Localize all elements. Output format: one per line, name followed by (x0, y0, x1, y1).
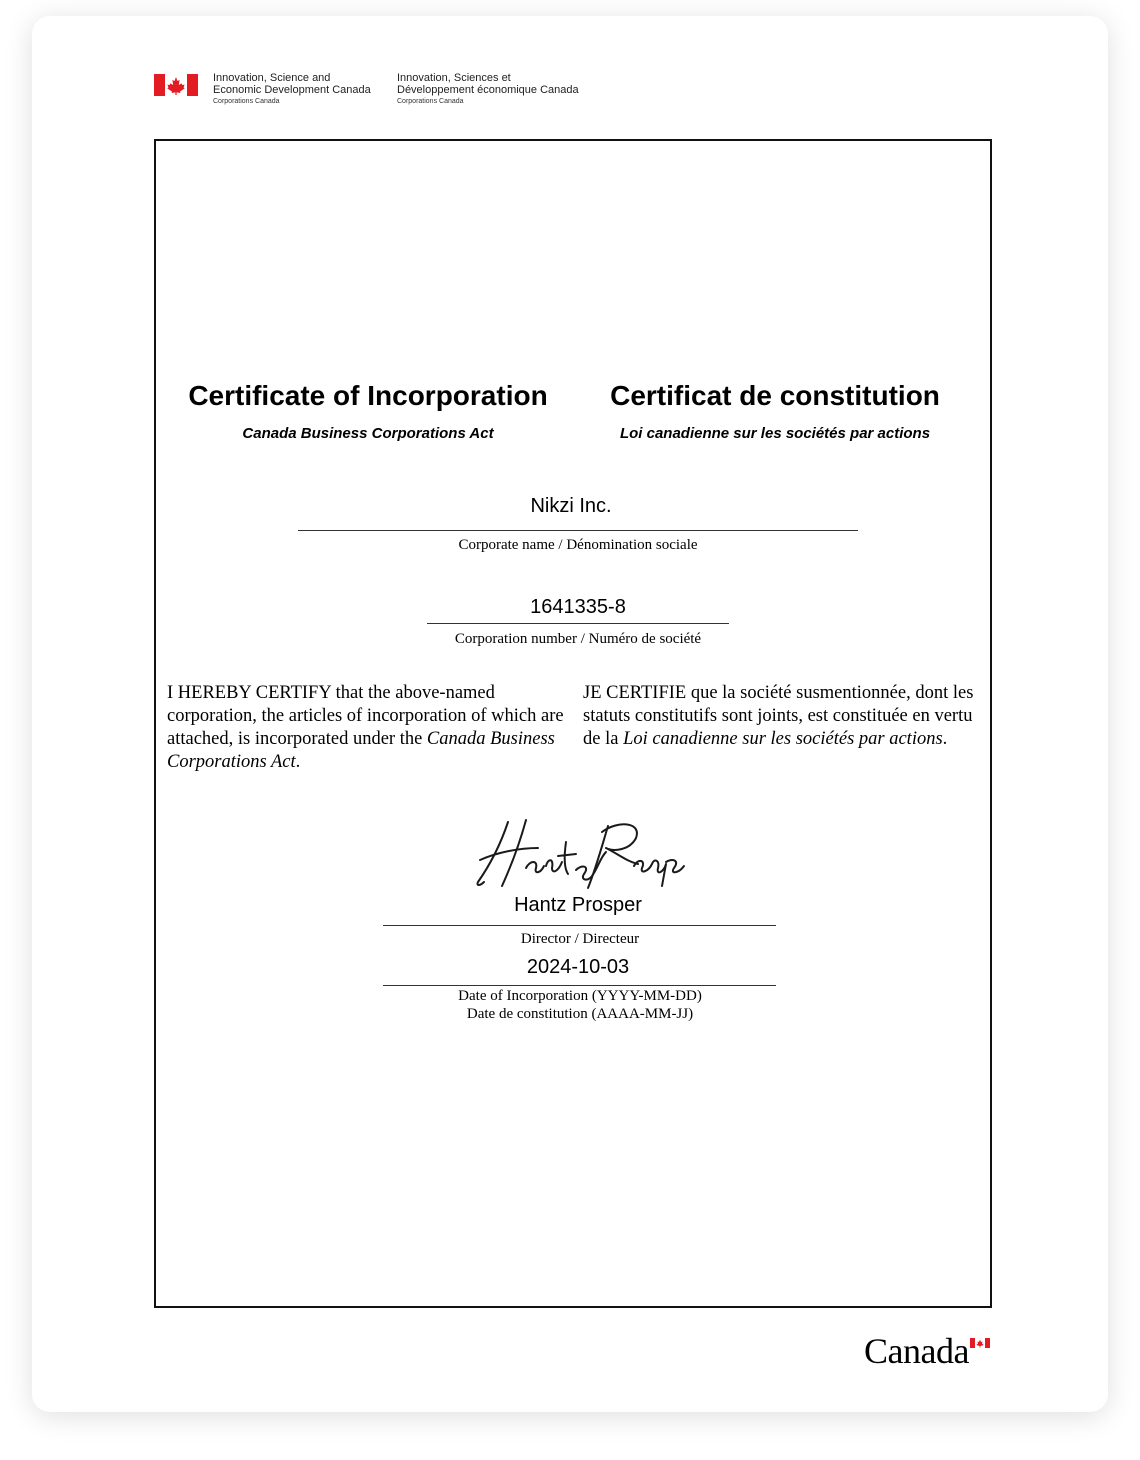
certification-statement-fr (583, 682, 978, 751)
corporation-number-rule (427, 623, 729, 624)
dept-fr-line2: Développement économique Canada (397, 84, 579, 96)
wordmark-text: Canada (864, 1331, 969, 1371)
date-caption-en: Date of Incorporation (YYYY-MM-DD) (458, 988, 702, 1004)
certify-fr-act: Loi canadienne sur les sociétés par actions (623, 729, 943, 749)
title-fr: Certificat de constitution (610, 380, 940, 411)
signatory-caption: Director / Directeur (520, 931, 640, 947)
canada-wordmark (864, 1330, 994, 1374)
corporate-name-rule (298, 530, 858, 531)
act-name-en: Canada Business Corporations Act (242, 425, 494, 442)
corporation-number: 1641335-8 (530, 596, 626, 618)
corporate-name: Nikzi Inc. (530, 495, 612, 517)
dept-en-line1: Innovation, Science and (213, 72, 331, 84)
corporation-number-caption: Corporation number / Numéro de société (454, 631, 702, 647)
director-signature (468, 812, 688, 894)
wordmark-flag-icon (970, 1338, 990, 1348)
signatory-rule (383, 925, 776, 926)
certify-fr-end: . (942, 729, 948, 749)
date-rule (383, 985, 776, 986)
dept-en-sub: Corporations Canada (213, 98, 280, 105)
title-en: Certificate of Incorporation (188, 380, 548, 411)
dept-en-line2: Economic Development Canada (213, 84, 371, 96)
dept-fr-sub: Corporations Canada (397, 98, 464, 105)
certify-en-end: . (295, 752, 301, 772)
certify-fr-text: JE CERTIFIE que la société susmentionnée, dont les statuts constitutifs sont joints, est constituée en vertu de la (583, 683, 974, 749)
certify-en-text: I HEREBY CERTIFY that the above-named corporation, the articles of incorporation of which are attached, is incorporated under the (167, 683, 564, 749)
department-name-en (213, 72, 371, 107)
certify-en-act: Canada Business Corporations Act (167, 729, 555, 772)
act-name-fr: Loi canadienne sur les sociétés par actions (619, 425, 931, 442)
incorporation-date: 2024-10-03 (526, 956, 630, 978)
corporate-name-caption: Corporate name / Dénomination sociale (458, 537, 698, 553)
signatory-name: Hantz Prosper (514, 894, 642, 916)
canada-flag-icon (154, 74, 198, 96)
certification-statement-en (167, 682, 567, 774)
department-name-fr (397, 72, 579, 107)
dept-fr-line1: Innovation, Sciences et (397, 72, 511, 84)
date-caption-fr: Date de constitution (AAAA-MM-JJ) (466, 1006, 694, 1022)
